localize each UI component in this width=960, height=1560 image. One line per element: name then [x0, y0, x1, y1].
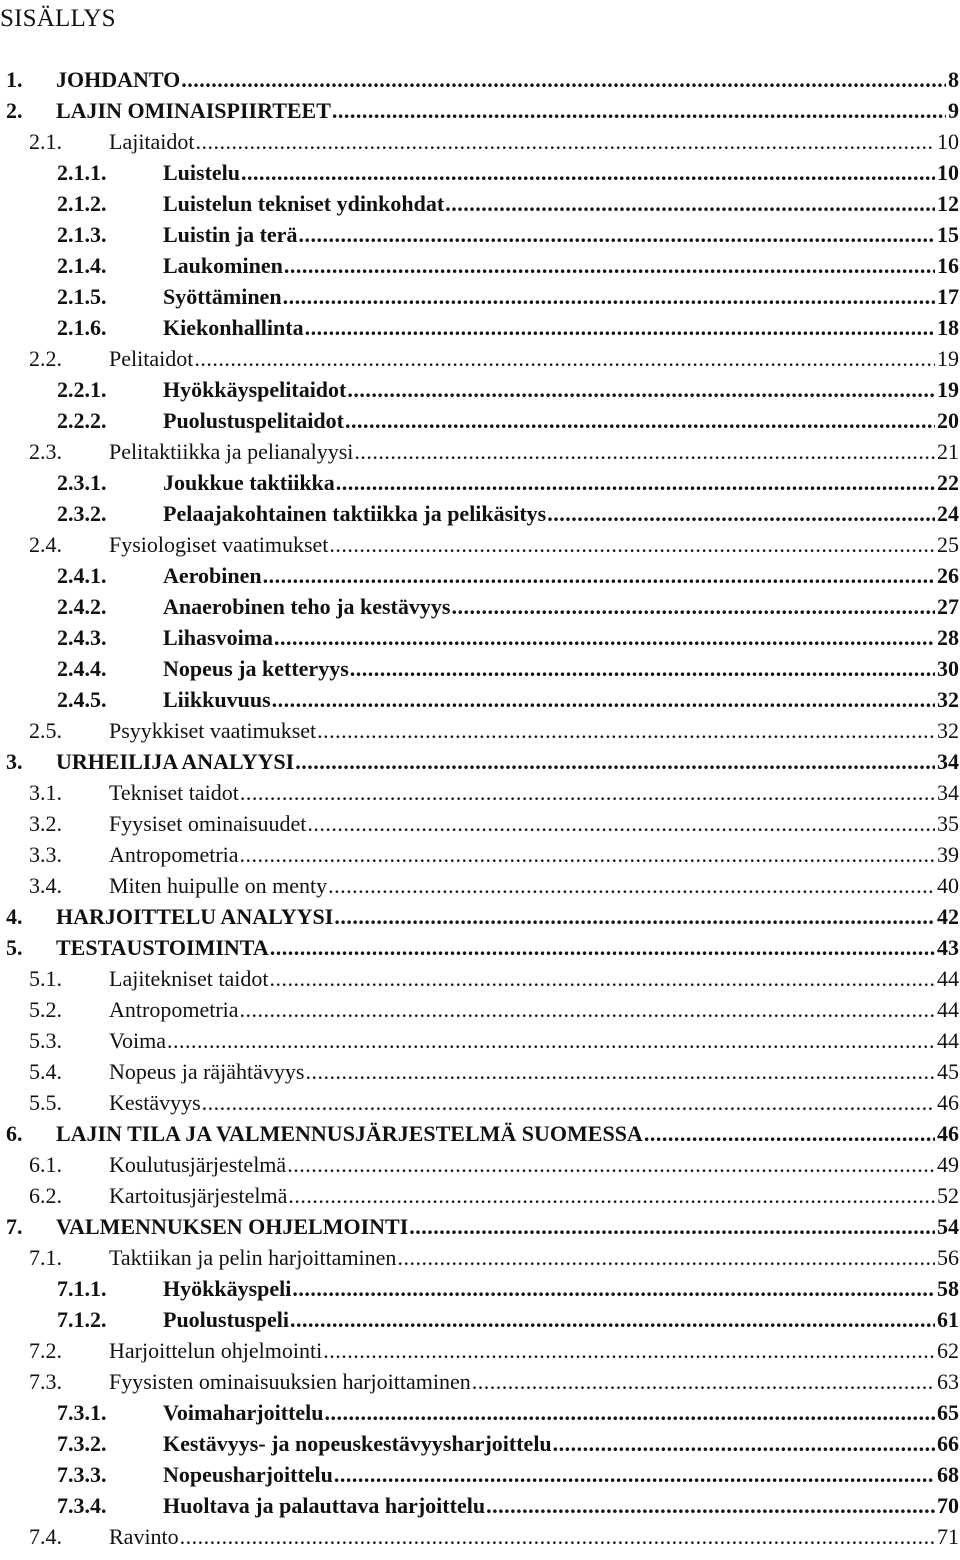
toc-dot-leader — [270, 935, 935, 961]
toc-entry-page: 15 — [937, 222, 959, 247]
toc-entry-line — [0, 129, 960, 158]
toc-entry-page: 28 — [937, 625, 959, 650]
toc-dot-leader — [451, 594, 935, 620]
toc-entry-number: 2.1.2. — [57, 191, 107, 216]
toc-entry-number: 7.3. — [29, 1369, 62, 1394]
toc-entry-number: 2.1. — [29, 129, 62, 154]
toc-entry-page: 63 — [937, 1369, 959, 1394]
toc-entry-title: Lihasvoima — [163, 625, 274, 650]
toc-entry[interactable] — [0, 1491, 960, 1522]
toc-dot-leader — [305, 315, 935, 341]
toc-entry-number: 5.3. — [29, 1028, 62, 1053]
toc-entry-number: 3.3. — [29, 842, 62, 867]
toc-entry-title: LAJIN TILA JA VALMENNUSJÄRJESTELMÄ SUOMESSA — [56, 1121, 643, 1146]
toc-entry-line — [0, 1338, 960, 1367]
toc-entry-page: 34 — [937, 749, 959, 774]
toc-entry-title: TESTAUSTOIMINTA — [56, 935, 269, 960]
toc-entry[interactable] — [0, 902, 960, 933]
toc-entry-number: 3. — [6, 749, 23, 774]
toc-entry-title: Ravinto — [109, 1524, 179, 1549]
toc-entry-title: Puolustuspeli — [163, 1307, 289, 1332]
toc-dot-leader — [240, 780, 935, 806]
toc-entry[interactable] — [0, 1212, 960, 1243]
toc-entry-title: Lajitaidot — [109, 129, 195, 154]
toc-dot-leader — [274, 625, 935, 651]
toc-entry-line — [0, 98, 960, 127]
toc-dot-leader — [180, 1524, 935, 1550]
toc-entry-number: 5.4. — [29, 1059, 62, 1084]
toc-entry-line — [0, 1059, 960, 1088]
toc-entry-title: Liikkuvuus — [163, 687, 271, 712]
toc-entry-title: Luistelun tekniset ydinkohdat — [163, 191, 445, 216]
toc-entry-number: 7.2. — [29, 1338, 62, 1363]
toc-dot-leader — [241, 160, 935, 186]
toc-entry-number: 2.4. — [29, 532, 62, 557]
toc-entry[interactable] — [0, 1088, 960, 1119]
toc-entry-line — [0, 904, 960, 933]
toc-entry-line — [0, 1090, 960, 1119]
toc-entry-title: Fysiologiset vaatimukset — [109, 532, 329, 557]
toc-entry[interactable] — [0, 1429, 960, 1460]
toc-entry-page: 20 — [937, 408, 959, 433]
toc-entry-line — [0, 1369, 960, 1398]
toc-entry-title: Pelitaktiikka ja pelianalyysi — [109, 439, 354, 464]
toc-entry-number: 2.1.3. — [57, 222, 107, 247]
toc-entry-title: Fyysisten ominaisuuksien harjoittaminen — [109, 1369, 471, 1394]
toc-entry[interactable] — [0, 1398, 960, 1429]
toc-entry-page: 58 — [937, 1276, 959, 1301]
toc-entry-title: Joukkue taktiikka — [163, 470, 335, 495]
toc-entry[interactable] — [0, 282, 960, 313]
toc-entry[interactable] — [0, 1243, 960, 1274]
toc-dot-leader — [328, 873, 935, 899]
toc-entry-page: 65 — [937, 1400, 959, 1425]
toc-dot-leader — [288, 1183, 935, 1209]
toc-entry-page: 52 — [937, 1183, 959, 1208]
toc-entry[interactable] — [0, 468, 960, 499]
toc-entry-number: 5.1. — [29, 966, 62, 991]
toc-entry[interactable] — [0, 1057, 960, 1088]
toc-entry-title: Psyykkiset vaatimukset — [109, 718, 317, 743]
toc-entry-page: 45 — [937, 1059, 959, 1084]
toc-entry-title: Miten huipulle on menty — [109, 873, 328, 898]
toc-entry-number: 7.3.1. — [57, 1400, 107, 1425]
toc-entry-page: 34 — [937, 780, 959, 805]
toc-dot-leader — [329, 532, 935, 558]
toc-entry-title: Koulutusjärjestelmä — [109, 1152, 287, 1177]
toc-entry[interactable] — [0, 1460, 960, 1491]
toc-entry-line — [0, 1524, 960, 1553]
toc-entry-page: 10 — [937, 129, 959, 154]
toc-entry-number: 6. — [6, 1121, 23, 1146]
toc-entry-title: Lajitekniset taidot — [109, 966, 269, 991]
toc-entry[interactable] — [0, 251, 960, 282]
toc-entry[interactable] — [0, 840, 960, 871]
toc-entry-number: 1. — [6, 67, 23, 92]
toc-entry-line — [0, 1028, 960, 1057]
toc-entry[interactable] — [0, 995, 960, 1026]
toc-entry-title: Nopeus ja räjähtävyys — [109, 1059, 305, 1084]
toc-entry[interactable] — [0, 1026, 960, 1057]
toc-entry-page: 18 — [937, 315, 959, 340]
toc-dot-leader — [292, 1276, 935, 1302]
toc-entry-title: Taktiikan ja pelin harjoittaminen — [109, 1245, 397, 1270]
toc-entry-page: 68 — [937, 1462, 959, 1487]
toc-entry[interactable] — [0, 592, 960, 623]
toc-entry-title: Harjoittelun ohjelmointi — [109, 1338, 323, 1363]
toc-entry-title: Luistin ja terä — [163, 222, 298, 247]
toc-entry-title: Nopeus ja ketteryys — [163, 656, 349, 681]
toc-entry-number: 7. — [6, 1214, 23, 1239]
toc-entry-number: 7.3.4. — [57, 1493, 107, 1518]
toc-entry-line — [0, 935, 960, 964]
page-title: SISÄLLYS — [0, 5, 116, 32]
toc-entry[interactable] — [0, 1181, 960, 1212]
toc-entry-title: Huoltava ja palauttava harjoittelu — [163, 1493, 486, 1518]
toc-entry-page: 56 — [937, 1245, 959, 1270]
toc-entry-page: 44 — [937, 966, 959, 991]
toc-entry-number: 6.2. — [29, 1183, 62, 1208]
toc-entry-line — [0, 1152, 960, 1181]
toc-entry-page: 27 — [937, 594, 959, 619]
toc-entry-page: 54 — [937, 1214, 959, 1239]
toc-entry-line — [0, 997, 960, 1026]
toc-dot-leader — [181, 67, 946, 93]
toc-entry-line — [0, 1214, 960, 1243]
toc-entry[interactable] — [0, 1367, 960, 1398]
toc-dot-leader — [332, 98, 946, 124]
toc-entry-page: 22 — [937, 470, 959, 495]
toc-entry-number: 5. — [6, 935, 23, 960]
toc-entry-number: 2.4.2. — [57, 594, 107, 619]
toc-entry-page: 66 — [937, 1431, 959, 1456]
toc-entry[interactable] — [0, 499, 960, 530]
toc-entry-line — [0, 346, 960, 375]
toc-dot-leader — [263, 563, 935, 589]
toc-entry-page: 19 — [937, 346, 959, 371]
toc-dot-leader — [287, 1152, 935, 1178]
toc-entry-line — [0, 532, 960, 561]
toc-entry[interactable] — [0, 65, 960, 96]
toc-entry[interactable] — [0, 964, 960, 995]
toc-entry-page: 46 — [937, 1090, 959, 1115]
toc-entry[interactable] — [0, 778, 960, 809]
toc-entry-line — [0, 67, 960, 96]
toc-dot-leader — [202, 1090, 935, 1116]
toc-entry-page: 62 — [937, 1338, 959, 1363]
toc-entry[interactable] — [0, 406, 960, 437]
toc-entry[interactable] — [0, 344, 960, 375]
toc-dot-leader — [409, 1214, 935, 1240]
toc-dot-leader — [323, 1338, 935, 1364]
toc-entry-number: 2.3.2. — [57, 501, 107, 526]
toc-entry-title: Hyökkäyspelitaidot — [163, 377, 347, 402]
toc-entry-title: Kestävyys — [109, 1090, 201, 1115]
toc-entry-page: 61 — [937, 1307, 959, 1332]
toc-entry-number: 2.4.3. — [57, 625, 107, 650]
toc-entry-number: 4. — [6, 904, 23, 929]
toc-entry-page: 42 — [937, 904, 959, 929]
toc-dot-leader — [194, 346, 935, 372]
toc-entry-title: Hyökkäyspeli — [163, 1276, 292, 1301]
toc-dot-leader — [345, 408, 935, 434]
toc-entry-page: 9 — [948, 98, 959, 123]
toc-entry-page: 40 — [937, 873, 959, 898]
toc-entry-number: 2.5. — [29, 718, 62, 743]
toc-dot-leader — [167, 1028, 935, 1054]
toc-dot-leader — [553, 1431, 935, 1457]
toc-entry-title: Puolustuspelitaidot — [163, 408, 344, 433]
toc-entry-number: 2.1.6. — [57, 315, 107, 340]
toc-dot-leader — [644, 1121, 935, 1147]
toc-entry-page: 35 — [937, 811, 959, 836]
toc-entry-number: 5.2. — [29, 997, 62, 1022]
toc-entry-title: Kestävyys- ja nopeuskestävyysharjoittelu — [163, 1431, 552, 1456]
toc-entry-page: 21 — [937, 439, 959, 464]
toc-entry-title: Fyysiset ominaisuudet — [109, 811, 307, 836]
toc-entry-page: 32 — [937, 687, 959, 712]
toc-entry-page: 39 — [937, 842, 959, 867]
toc-entry[interactable] — [0, 654, 960, 685]
toc-dot-leader — [347, 377, 935, 403]
toc-entry-number: 2. — [6, 98, 23, 123]
toc-entry-page: 46 — [937, 1121, 959, 1146]
toc-entry-title: Voima — [109, 1028, 167, 1053]
toc-entry-number: 2.2. — [29, 346, 62, 371]
toc-dot-leader — [240, 842, 935, 868]
toc-entry[interactable] — [0, 1274, 960, 1305]
toc-entry-number: 2.3.1. — [57, 470, 107, 495]
toc-entry[interactable] — [0, 375, 960, 406]
toc-entry-number: 7.1. — [29, 1245, 62, 1270]
toc-entry-page: 8 — [948, 67, 959, 92]
toc-entry-number: 2.1.4. — [57, 253, 107, 278]
toc-entry[interactable] — [0, 561, 960, 592]
toc-entry-title: Aerobinen — [163, 563, 262, 588]
toc-entry-line — [0, 966, 960, 995]
toc-entry[interactable] — [0, 189, 960, 220]
toc-entry-number: 2.4.1. — [57, 563, 107, 588]
toc-entry[interactable] — [0, 716, 960, 747]
toc-entry[interactable] — [0, 220, 960, 251]
toc-entry[interactable] — [0, 685, 960, 716]
toc-dot-leader — [334, 904, 935, 930]
toc-entry-number: 6.1. — [29, 1152, 62, 1177]
toc-entry-line — [0, 842, 960, 871]
toc-entry-line — [0, 439, 960, 468]
toc-entry[interactable] — [0, 871, 960, 902]
toc-entry-number: 7.3.3. — [57, 1462, 107, 1487]
toc-entry[interactable] — [0, 127, 960, 158]
toc-entry-title: Nopeusharjoittelu — [163, 1462, 333, 1487]
toc-entry-page: 10 — [937, 160, 959, 185]
toc-entry-line — [0, 811, 960, 840]
toc-dot-leader — [240, 997, 935, 1023]
toc-entry-page: 70 — [937, 1493, 959, 1518]
toc-entry[interactable] — [0, 437, 960, 468]
toc-entry-page: 44 — [937, 997, 959, 1022]
toc-entry-line — [0, 873, 960, 902]
toc-entry-title: Laukominen — [163, 253, 283, 278]
toc-entry-line — [0, 749, 960, 778]
toc-entry-title: Kiekonhallinta — [163, 315, 304, 340]
toc-entry-line — [0, 1121, 960, 1150]
toc-entry[interactable] — [0, 1305, 960, 1336]
toc-entry-page: 32 — [937, 718, 959, 743]
toc-entry-line — [0, 780, 960, 809]
toc-entry-page: 12 — [937, 191, 959, 216]
toc-entry[interactable] — [0, 313, 960, 344]
toc-entry-number: 2.4.5. — [57, 687, 107, 712]
toc-entry-number: 2.1.1. — [57, 160, 107, 185]
toc-entry-line — [0, 718, 960, 747]
toc-entry-line — [0, 1183, 960, 1212]
toc-entry-title: JOHDANTO — [56, 67, 181, 92]
toc-dot-leader — [269, 966, 935, 992]
toc-dot-leader — [354, 439, 935, 465]
toc-entry-title: VALMENNUKSEN OHJELMOINTI — [56, 1214, 409, 1239]
toc-entry[interactable] — [0, 1119, 960, 1150]
toc-entry[interactable] — [0, 530, 960, 561]
toc-entry-page: 30 — [937, 656, 959, 681]
toc-dot-leader — [547, 501, 935, 527]
table-of-contents — [0, 65, 960, 1553]
toc-entry-number: 2.3. — [29, 439, 62, 464]
toc-dot-leader — [298, 222, 935, 248]
toc-entry[interactable] — [0, 1150, 960, 1181]
toc-entry-title: Pelaajakohtainen taktiikka ja pelikäsitys — [163, 501, 547, 526]
toc-entry-number: 2.2.1. — [57, 377, 107, 402]
toc-entry-page: 43 — [937, 935, 959, 960]
toc-dot-leader — [334, 1462, 935, 1488]
toc-entry-number: 7.3.2. — [57, 1431, 107, 1456]
toc-entry-title: HARJOITTELU ANALYYSI — [56, 904, 334, 929]
toc-entry-page: 44 — [937, 1028, 959, 1053]
toc-entry-title: Voimaharjoittelu — [163, 1400, 324, 1425]
toc-entry-page: 19 — [937, 377, 959, 402]
toc-entry[interactable] — [0, 933, 960, 964]
toc-entry[interactable] — [0, 1336, 960, 1367]
toc-entry-title: Kartoitusjärjestelmä — [109, 1183, 288, 1208]
toc-entry-title: Antropometria — [109, 842, 239, 867]
toc-dot-leader — [486, 1493, 935, 1519]
toc-entry[interactable] — [0, 623, 960, 654]
toc-entry-title: Anaerobinen teho ja kestävyys — [163, 594, 451, 619]
toc-dot-leader — [317, 718, 935, 744]
toc-dot-leader — [306, 1059, 936, 1085]
toc-dot-leader — [284, 253, 935, 279]
toc-entry-number: 3.1. — [29, 780, 62, 805]
toc-entry-title: URHEILIJA ANALYYSI — [56, 749, 295, 774]
toc-entry-page: 16 — [937, 253, 959, 278]
toc-entry[interactable] — [0, 809, 960, 840]
toc-dot-leader — [283, 284, 935, 310]
toc-dot-leader — [397, 1245, 935, 1271]
toc-entry-page: 49 — [937, 1152, 959, 1177]
toc-entry-page: 24 — [937, 501, 959, 526]
toc-entry-number: 2.4.4. — [57, 656, 107, 681]
toc-entry-page: 17 — [937, 284, 959, 309]
toc-entry-number: 2.1.5. — [57, 284, 107, 309]
toc-entry-title: Antropometria — [109, 997, 239, 1022]
toc-dot-leader — [272, 687, 935, 713]
toc-dot-leader — [325, 1400, 935, 1426]
toc-entry-number: 7.4. — [29, 1524, 62, 1549]
toc-dot-leader — [295, 749, 935, 775]
toc-entry-number: 3.4. — [29, 873, 62, 898]
toc-entry-page: 25 — [937, 532, 959, 557]
toc-entry-number: 5.5. — [29, 1090, 62, 1115]
toc-entry-title: Luistelu — [163, 160, 241, 185]
toc-dot-leader — [307, 811, 935, 837]
toc-entry[interactable] — [0, 158, 960, 189]
toc-dot-leader — [472, 1369, 935, 1395]
toc-entry-title: Pelitaidot — [109, 346, 194, 371]
toc-entry-page: 26 — [937, 563, 959, 588]
toc-dot-leader — [196, 129, 935, 155]
toc-entry-title: Tekniset taidot — [109, 780, 239, 805]
toc-dot-leader — [336, 470, 935, 496]
toc-entry-title: Syöttäminen — [163, 284, 282, 309]
toc-entry-number: 3.2. — [29, 811, 62, 836]
toc-entry-line — [0, 1245, 960, 1274]
toc-dot-leader — [350, 656, 935, 682]
toc-entry[interactable] — [0, 1522, 960, 1553]
toc-entry[interactable] — [0, 747, 960, 778]
toc-entry-title: LAJIN OMINAISPIIRTEET — [56, 98, 331, 123]
toc-entry-number: 2.2.2. — [57, 408, 107, 433]
toc-dot-leader — [290, 1307, 935, 1333]
toc-entry-page: 71 — [937, 1524, 959, 1549]
toc-dot-leader — [445, 191, 935, 217]
toc-entry-number: 7.1.2. — [57, 1307, 107, 1332]
toc-entry[interactable] — [0, 96, 960, 127]
toc-entry-number: 7.1.1. — [57, 1276, 107, 1301]
